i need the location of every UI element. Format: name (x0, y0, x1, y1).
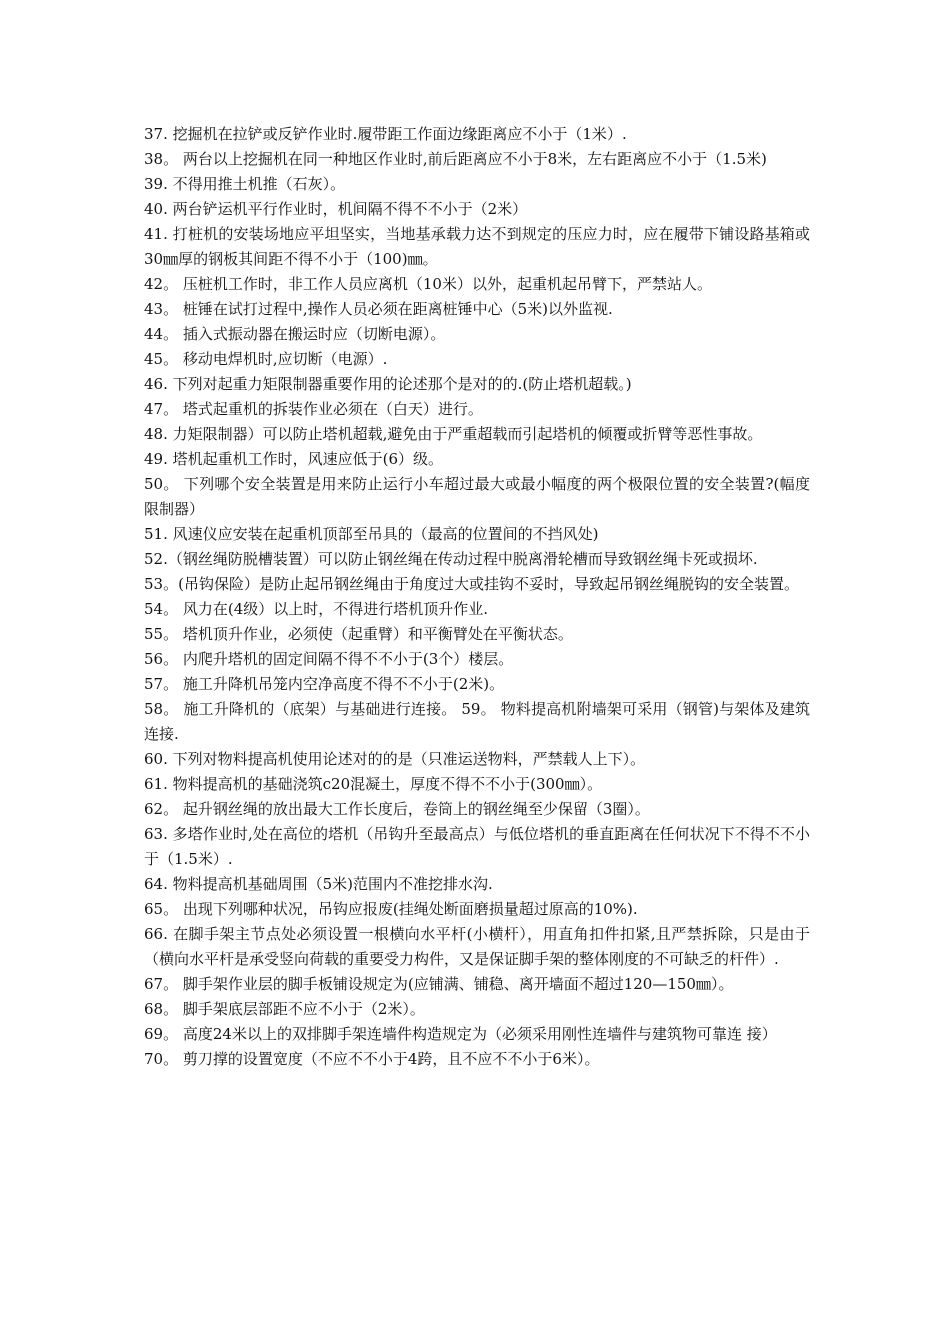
question-48: 48. 力矩限制器）可以防止塔机超载,避免由于严重超载而引起塔机的倾覆或折臂等恶性事故。 (144, 425, 763, 443)
question-53: 53。(吊钩保险）是防止起吊钢丝绳由于角度过大或挂钩不妥时，导致起吊钢丝绳脱钩的安全装置。 (144, 575, 799, 593)
question-47: 47。 塔式起重机的拆装作业必须在（白天）进行。 (144, 400, 483, 418)
question-42: 42。 压桩机工作时，非工作人员应离机（10米）以外，起重机起吊臂下，严禁站人。 (144, 275, 712, 293)
question-58-59: 58。 施工升降机的（底架）与基础进行连接。 59。 物料提高机附墙架可采用（钢管)与架体及建筑连接. (144, 700, 810, 743)
question-38: 38。 两台以上挖掘机在同一种地区作业时,前后距离应不小于8米，左右距离应不小于（1.5米) (144, 150, 767, 168)
question-41: 41. 打桩机的安装场地应平坦坚实，当地基承载力达不到规定的压应力时，应在履带下铺设路基箱或30㎜厚的钢板其间距不得不小于（100)㎜。 (144, 225, 810, 268)
question-43: 43。 桩锤在试打过程中,操作人员必须在距离桩锤中心（5米)以外监视. (144, 300, 613, 318)
question-68: 68。 脚手架底层部距不应不小于（2米）。 (144, 1000, 425, 1018)
question-37: 37. 挖掘机在拉铲或反铲作业时.履带距工作面边缘距离应不小于（1米）. (144, 125, 627, 143)
question-67: 67。 脚手架作业层的脚手板铺设规定为(应铺满、铺稳、离开墙面不超过120—150㎜）。 (144, 975, 734, 993)
question-51: 51. 风速仪应安装在起重机顶部至吊具的（最高的位置间的不挡风处) (144, 525, 599, 543)
question-55: 55。 塔机顶升作业，必须使（起重臂）和平衡臂处在平衡状态。 (144, 625, 573, 643)
question-44: 44。 插入式振动器在搬运时应（切断电源）。 (144, 325, 446, 343)
question-56: 56。 内爬升塔机的固定间隔不得不不小于(3个）楼层。 (144, 650, 514, 668)
question-54: 54。 风力在(4级）以上时，不得进行塔机顶升作业. (144, 600, 489, 618)
question-65: 65。 出现下列哪种状况，吊钩应报废(挂绳处断面磨损量超过原高的10%). (144, 900, 638, 918)
question-61: 61. 物料提高机的基础浇筑c20混凝土，厚度不得不不小于(300㎜）。 (144, 775, 603, 793)
question-64: 64. 物料提高机基础周围（5米)范围内不准挖排水沟. (144, 875, 493, 893)
question-60: 60. 下列对物料提高机使用论述对的的是（只准运送物料，严禁载人上下）。 (144, 750, 646, 768)
question-66: 66. 在脚手架主节点处必须设置一根横向水平杆(小横杆），用直角扣件扣紧,且严禁拆除，只是由于（横向水平杆是承受竖向荷载的重要受力构件，又是保证脚手架的整体刚度的不可缺乏的杆件）. (144, 925, 810, 968)
document-body (144, 122, 810, 1072)
question-40: 40. 两台铲运机平行作业时，机间隔不得不不小于（2米） (144, 200, 528, 218)
question-49: 49. 塔机起重机工作时，风速应低于(6）级。 (144, 450, 444, 468)
question-63: 63. 多塔作业时,处在高位的塔机（吊钩升至最高点）与低位塔机的垂直距离在任何状况下不得不不小于（1.5米）. (144, 825, 810, 868)
question-69: 69。 高度24米以上的双排脚手架连墙件构造规定为（必须采用刚性连墙件与建筑物可靠连 接） (144, 1025, 777, 1043)
question-39: 39. 不得用推土机推（石灰）。 (144, 175, 346, 193)
question-46: 46. 下列对起重力矩限制器重要作用的论述那个是对的的.(防止塔机超载。) (144, 375, 632, 393)
question-45: 45。 移动电焊机时,应切断（电源）. (144, 350, 388, 368)
question-70: 70。 剪刀撑的设置宽度（不应不不小于4跨，且不应不不小于6米）。 (144, 1050, 600, 1068)
question-52: 52.（钢丝绳防脱槽装置）可以防止钢丝绳在传动过程中脱离滑轮槽而导致钢丝绳卡死或损坏. (144, 550, 758, 568)
question-57: 57。 施工升降机吊笼内空净高度不得不不小于(2米)。 (144, 675, 505, 693)
question-50: 50。 下列哪个安全装置是用来防止运行小车超过最大或最小幅度的两个极限位置的安全装置?(幅度限制器） (144, 475, 810, 518)
question-62: 62。 起升钢丝绳的放出最大工作长度后，卷筒上的钢丝绳至少保留（3圈）。 (144, 800, 650, 818)
